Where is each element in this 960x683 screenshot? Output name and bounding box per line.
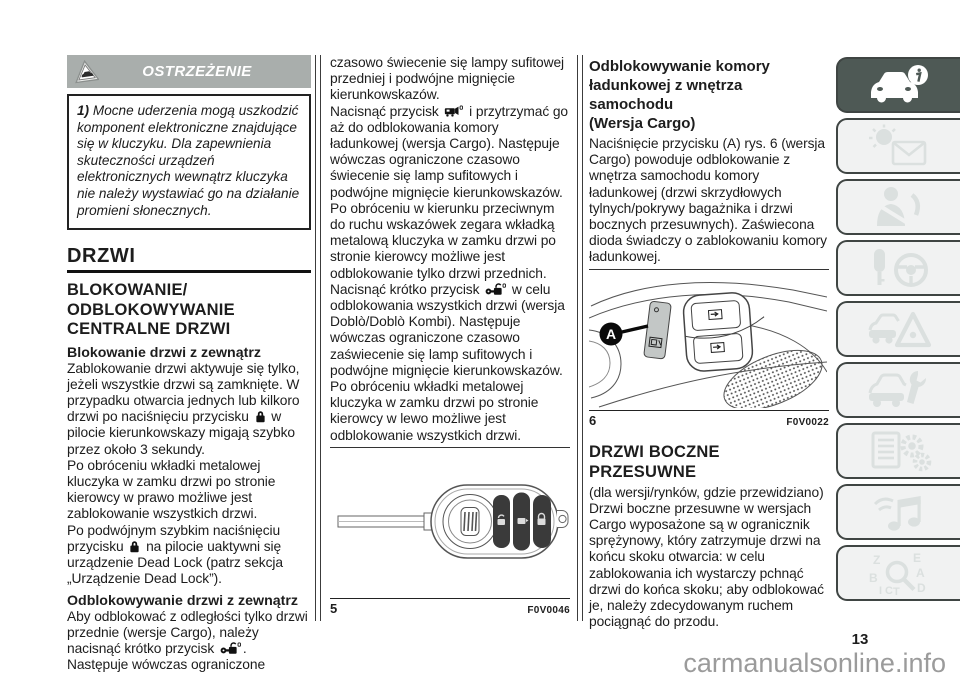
svg-text:Z: Z xyxy=(873,553,881,567)
chapter-tab-strip xyxy=(836,57,960,606)
warning-title: OSTRZEŻENIE xyxy=(142,63,252,80)
sidebar-tab-vehicle-info xyxy=(836,57,960,113)
lock-button-icon xyxy=(255,410,266,423)
figure-code: F0V0046 xyxy=(527,604,570,616)
paragraph: Po obróceniu wkładki metalowej kluczyka w zamku drzwi po stronie kierowcy w prawo możliwe jest zablokowanie wszystkich drzwi. xyxy=(67,457,276,522)
paragraph xyxy=(67,361,311,458)
car-info-icon xyxy=(863,63,935,107)
paragraph-text: . Następuje wówczas ograniczone xyxy=(67,640,266,673)
key-fob-figure xyxy=(330,448,570,596)
warning-text: Mocne uderzenia mogą uszkodzić komponent elektroniczne znajdujące się w kluczyku. Dla zapewnienia skuteczności urządzeń elektronicznych wewnątrz kluczyka nie należy wystawiać go na działanie promieni słonecznych. xyxy=(77,103,300,218)
warning-header xyxy=(67,55,311,88)
paragraph-text: na pilocie uaktywni się urządzenie Dead Lock (patrz sekcja „Urządzenie Dead Lock”). xyxy=(67,538,283,587)
paragraph: Naciśnięcie przycisku (A) rys. 6 (wersja Cargo) powoduje odblokowanie z wnętrza samochodu komory ładunkowej (drzwi skrzydłowych tylnych/pokrywy bagażnika i drzwi bocznych przesuwnych). Zaświecona dioda świadczy o zablokowaniu komory ładunkowej. xyxy=(589,136,827,265)
cargo-unlock-button-icon xyxy=(444,105,463,118)
figure-caption xyxy=(330,598,570,616)
paragraph-text: i przytrzymać go aż do odblokowania komory ładunkowej (wersja Cargo). Następuje wówczas ograniczone czasowo świecenie się lamp sufitowych i podwójne mignięcie kierunkowskazów. xyxy=(330,103,569,200)
warning-ref: 1) xyxy=(77,103,90,118)
cargo-unlock-switch xyxy=(644,301,672,359)
paragraph xyxy=(67,609,311,674)
servicing-icon xyxy=(863,368,935,412)
section-heading-line: ładunkowej z wnętrza samochodu xyxy=(589,77,743,113)
sidebar-tab-safety xyxy=(836,179,960,235)
sidebar-tab-dashboard-lights xyxy=(836,118,960,174)
paragraph xyxy=(330,282,570,379)
column-left xyxy=(67,55,311,673)
figure-caption xyxy=(589,410,829,428)
paragraph-text: Zablokowanie drzwi aktywuje się tylko, jeżeli wszystkie drzwi są zamknięte. W przypadku otwarcia jednych lub kilkoro drzwi po naciśnięciu przycisku xyxy=(67,360,300,425)
warning-triangle-icon xyxy=(73,59,99,84)
section-heading xyxy=(589,57,829,133)
svg-text:T: T xyxy=(893,586,900,595)
paragraph xyxy=(330,104,570,201)
column-right xyxy=(589,55,829,630)
svg-text:A: A xyxy=(916,566,925,580)
paragraph-text: Aby odblokować z odległości tylko drzwi przednie (wersje Cargo), należy nacisnąć krótko przycisk xyxy=(67,608,308,656)
paragraph: czasowo świecenie się lampy sufitowej przedniej i podwójne mignięcie kierunkowskazów. xyxy=(330,55,565,103)
svg-text:C: C xyxy=(885,585,893,595)
lock-button-icon xyxy=(129,540,140,553)
paragraph xyxy=(67,523,311,588)
paragraph-text: Nacisnąć przycisk xyxy=(330,103,443,119)
section-title-line: DRZWI BOCZNE xyxy=(589,442,720,461)
svg-text:D: D xyxy=(917,581,926,595)
page-number: 13 xyxy=(851,631,869,648)
section-title xyxy=(589,442,829,483)
figure-code: F0V0022 xyxy=(786,416,829,428)
watermark: carmanualsonline.info xyxy=(683,648,946,678)
svg-text:B: B xyxy=(869,571,878,585)
unlock-button-icon xyxy=(485,283,506,296)
emergency-icon xyxy=(863,307,935,351)
paragraph-text: Po podwójnym szybkim naciśnięciu przycisku xyxy=(67,522,281,554)
svg-text:I: I xyxy=(879,585,883,595)
multimedia-icon xyxy=(863,490,935,534)
window-switch-cluster xyxy=(682,290,767,371)
figure-number: 6 xyxy=(589,412,597,428)
starting-driving-icon xyxy=(863,246,935,290)
column-separator xyxy=(577,55,583,621)
sidebar-tab-technical-data xyxy=(836,423,960,479)
subsection-title: Odblokowywanie drzwi z zewnątrz xyxy=(67,592,298,609)
fiat-logo-icon xyxy=(461,507,479,535)
door-panel-figure xyxy=(589,270,827,408)
callout-a-label: A xyxy=(605,325,617,342)
section-title-line: PRZESUWNE xyxy=(589,463,697,482)
warning-box xyxy=(67,94,311,230)
section-title xyxy=(67,281,311,340)
unlock-button-icon xyxy=(220,642,241,655)
paragraph: Po obróceniu wkładki metalowej kluczyka w zamku drzwi po stronie kierowcy w lewo możliwe jest odblokowanie wszystkich drzwi. xyxy=(330,379,539,443)
column-middle xyxy=(330,55,570,616)
section-title-line: CENTRALNE DRZWI xyxy=(67,320,231,339)
section-heading-line: (Wersja Cargo) xyxy=(589,115,696,132)
section-title-line: BLOKOWANIE/ xyxy=(67,281,188,300)
paragraph: Drzwi boczne przesuwne w wersjach Cargo wyposażone są w ogranicznik sprężynowy, który zatrzymuje drzwi na końcu skoku otwarcia: w celu zablokowania ich wystarczy pchnąć drzwi do końca skoku; aby odblokować je, należy zdecydowanym ruchem pociągnąć do przodu. xyxy=(589,500,824,630)
sidebar-tab-starting-driving xyxy=(836,240,960,296)
chapter-title: DRZWI xyxy=(67,245,311,273)
paragraph-text: w celu odblokowania wszystkich drzwi (wersja Doblò/Doblò Kombi). Następuje wówczas ograniczone czasowo zaświecenie się lamp sufitowych i podwójne mignięcie kierunkowskazów. xyxy=(330,281,565,378)
callout-a xyxy=(600,322,649,345)
figure-number: 5 xyxy=(330,600,338,616)
paragraph: Po obróceniu w kierunku przeciwnym do ruchu wskazówek zegara wkładką metalową kluczyka w zamku drzwi po stronie kierowcy możliwe jest odblokowanie tylko drzwi przednich. xyxy=(330,200,556,281)
section-heading-line: Odblokowywanie komory xyxy=(589,58,770,75)
sidebar-tab-multimedia xyxy=(836,484,960,540)
subsection-title: Blokowanie drzwi z zewnątrz xyxy=(67,344,261,361)
paragraph-text: w pilocie kierunkowskazy migają szybko przez około 3 sekundy. xyxy=(67,409,295,457)
paragraph-text: Nacisnąć krótko przycisk xyxy=(330,281,484,297)
safety-icon xyxy=(863,185,935,229)
svg-text:E: E xyxy=(913,551,922,565)
sidebar-tab-index xyxy=(836,545,960,601)
section-title-line: ODBLOKOWYWANIE xyxy=(67,300,235,319)
sidebar-tab-emergency xyxy=(836,301,960,357)
technical-data-icon xyxy=(863,429,935,473)
column-separator xyxy=(315,55,321,621)
warning-lights-icon xyxy=(863,124,935,168)
sidebar-tab-servicing xyxy=(836,362,960,418)
index-icon xyxy=(863,551,935,595)
paragraph: (dla wersji/rynków, gdzie przewidziano) xyxy=(589,484,824,500)
